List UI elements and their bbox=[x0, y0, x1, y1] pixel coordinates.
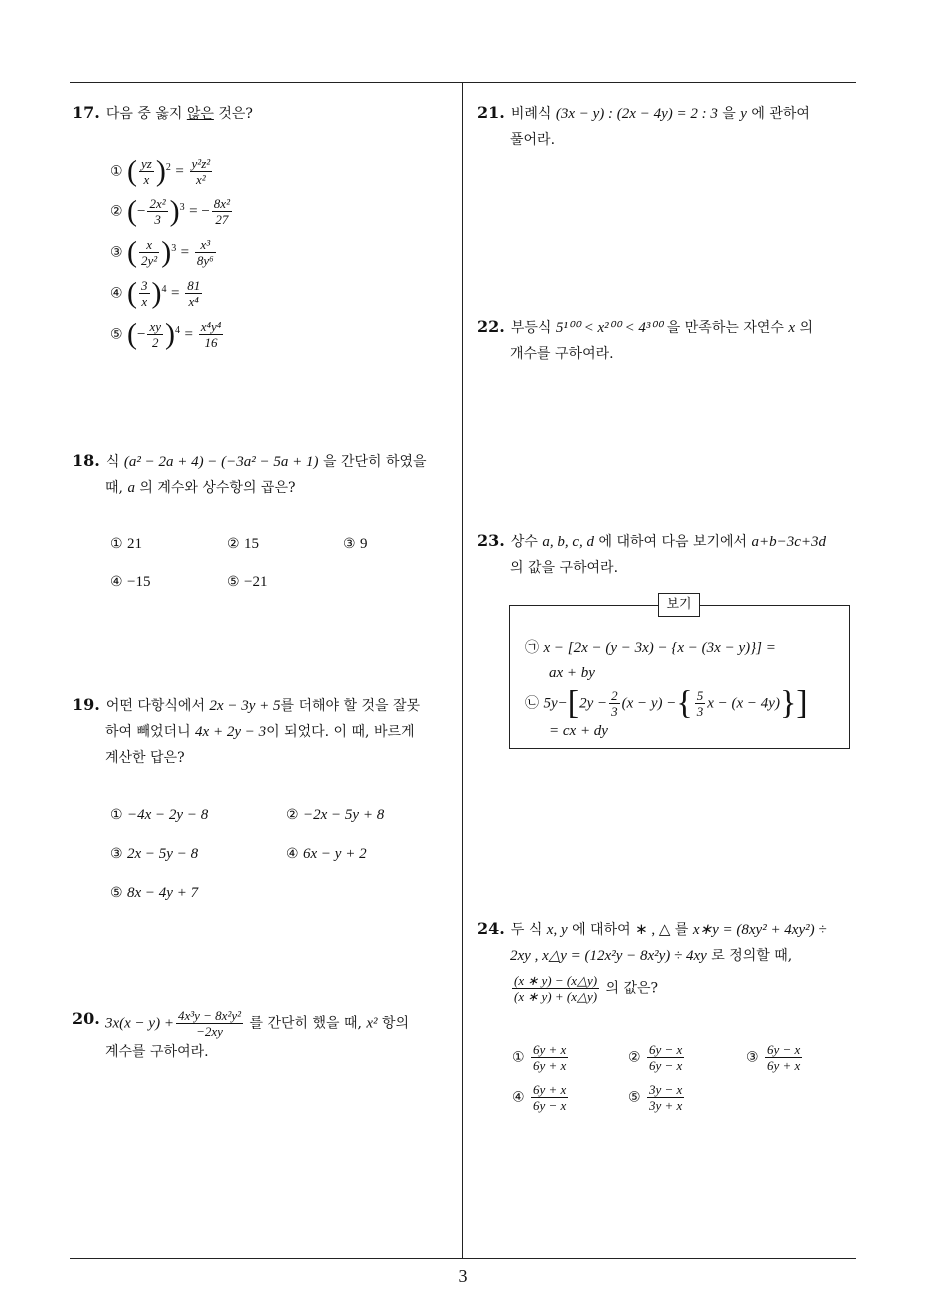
question-19: 19. 어떤 다항식에서 2x − 3y + 5를 더해야 할 것을 잘못 하여 빼었더니 4x + 2y − 3이 되었다. 이 때, 바르게 계산한 답은? bbox=[72, 695, 421, 766]
option-mark: ③ bbox=[110, 244, 123, 261]
q24-option-1[interactable]: ① $\frac{6y + x}{6y + x}$ bbox=[512, 1042, 567, 1073]
equals-sign: = bbox=[180, 244, 193, 261]
question-23: 23. 상수 a, b, c, d 에 대하여 다음 보기에서 a+b−3c+3d 의 값을 구하여라. bbox=[477, 531, 827, 576]
equals-sign: = bbox=[184, 326, 197, 343]
paren-open: ( bbox=[127, 235, 138, 269]
paren-close: ) bbox=[155, 154, 166, 188]
fraction: $\frac{\text{8x²}}{27}$ bbox=[213, 196, 230, 227]
q18-option-2[interactable]: ② 15 bbox=[227, 536, 260, 552]
paren-open: ( bbox=[127, 194, 138, 228]
fraction: $\frac{\text{2x²}}{3}$ bbox=[149, 196, 166, 227]
q17-option-2[interactable]: ② (− $\frac{\text{2x²}}{3}$ )$^3$ = − $\frac{\text{8x²}}{27}$ bbox=[110, 194, 230, 228]
q19-option-5[interactable]: ⑤ 8x − 4y + 7 bbox=[110, 885, 199, 901]
question-number: 21. bbox=[477, 103, 505, 122]
example-box-title: 보기 bbox=[658, 593, 700, 617]
q17-option-3[interactable]: ③ ( $\frac{x}{\text{2y²}}$ )$^3$ = $\frac{\text{x³}}{\text{8y⁶}}$ bbox=[110, 235, 214, 269]
paren-close: ) bbox=[169, 194, 180, 228]
q17-option-4[interactable]: ④ ( $\frac{3}{x}$ )$^4$ = $\frac{81}{\text{x⁴}}$ bbox=[110, 276, 201, 310]
q19-option-3[interactable]: ③ 2x − 5y − 8 bbox=[110, 846, 199, 862]
q18-option-1[interactable]: ① 21 bbox=[110, 536, 143, 552]
q24-option-5[interactable]: ⑤ $\frac{3y - x}{3y + x}$ bbox=[628, 1082, 683, 1113]
fraction: $\frac{6y - x}{6y - x}$ bbox=[649, 1042, 683, 1073]
example-item-2: ㉡ 5y−[2y − $\frac{2}{3}$ (x − y) −{ $\frac{5}{3}$ x − (x − 4y)}] bbox=[525, 684, 808, 722]
question-17 bbox=[72, 100, 452, 127]
q24-option-3[interactable]: ③ $\frac{6y - x}{6y + x}$ bbox=[746, 1042, 801, 1073]
question-24: 24. 두 식 x, y 에 대하여 ∗ , △ 를 x∗y = (8xy² + 4xy²) ÷ 2xy , x△y = (12x²y − 8x²y) ÷ 4xy 로 정의할 때, $\frac{(x ∗ y) - (x\triangle y)}{(x ∗ y) + (x\triangle y)}$ 의 값은? bbox=[477, 919, 827, 1004]
question-20-body: 3x(x − y) + $\frac{\text{4x³y − 8x²y²}}{-2xy}$ 를 간단히 했을 때, x² 항의 계수를 구하여라. bbox=[105, 1008, 410, 1060]
fraction: $\frac{yz}{x}$ bbox=[141, 156, 152, 187]
q24-option-2[interactable]: ② $\frac{6y - x}{6y - x}$ bbox=[628, 1042, 683, 1073]
equals-sign: = bbox=[175, 163, 188, 180]
paren-close: ) bbox=[165, 317, 176, 351]
fraction: $\frac{\text{y²z²}}{\text{x²}}$ bbox=[191, 156, 211, 187]
page-number: 3 bbox=[458, 1266, 468, 1286]
fraction: $\frac{\text{x⁴y⁴}}{16}$ bbox=[200, 319, 222, 350]
fraction: $\frac{\text{4x³y − 8x²y²}}{-2xy}$ bbox=[177, 1008, 242, 1039]
q18-option-3[interactable]: ③ 9 bbox=[343, 536, 368, 552]
paren-open: ( bbox=[127, 276, 138, 310]
question-number: 24. bbox=[477, 919, 505, 938]
question-number: 19. bbox=[72, 695, 100, 714]
column-divider bbox=[462, 83, 463, 1258]
fraction: $\frac{x}{\text{2y²}}$ bbox=[141, 237, 158, 268]
question-number: 23. bbox=[477, 531, 505, 550]
bottom-rule bbox=[70, 1258, 856, 1259]
option-mark: ① bbox=[110, 163, 123, 180]
fraction: $\frac{3}{x}$ bbox=[141, 278, 148, 309]
fraction: $\frac{xy}{2}$ bbox=[149, 319, 162, 350]
q19-option-4[interactable]: ④ 6x − y + 2 bbox=[286, 846, 367, 862]
fraction: $\frac{5}{3}$ bbox=[696, 688, 704, 719]
paren-open: ( bbox=[127, 154, 138, 188]
fraction: $\frac{3y - x}{3y + x}$ bbox=[649, 1082, 683, 1113]
option-mark: ④ bbox=[110, 285, 123, 302]
paren-close: ) bbox=[151, 276, 162, 310]
q18-option-4[interactable]: ④ −15 bbox=[110, 574, 151, 590]
question-text-tail: 것은? bbox=[213, 106, 253, 122]
fraction: $\frac{81}{\text{x⁴}}$ bbox=[187, 278, 201, 309]
question-number: 17. bbox=[72, 103, 100, 122]
underlined-word: 않은 bbox=[186, 106, 214, 122]
paren-close: ) bbox=[161, 235, 172, 269]
q17-option-1[interactable]: ① ( $\frac{yz}{x}$ )$^2$ = $\frac{\text{y²z²}}{\text{x²}}$ bbox=[110, 154, 211, 188]
fraction: $\frac{2}{3}$ bbox=[611, 688, 618, 719]
example-item-1-cont: ax + by bbox=[549, 665, 595, 681]
example-item-2-cont: = cx + dy bbox=[549, 723, 608, 739]
q24-option-4[interactable]: ④ $\frac{6y + x}{6y - x}$ bbox=[512, 1082, 567, 1113]
option-mark: ② bbox=[110, 203, 123, 220]
question-number: 22. bbox=[477, 317, 505, 336]
fraction: $\frac{6y - x}{6y + x}$ bbox=[767, 1042, 801, 1073]
fraction: $\frac{\text{x³}}{\text{8y⁶}}$ bbox=[196, 237, 214, 268]
q18-option-5[interactable]: ⑤ −21 bbox=[227, 574, 268, 590]
math-expression: (a² − 2a + 4) − (−3a² − 5a + 1) bbox=[123, 454, 319, 470]
q19-option-2[interactable]: ② −2x − 5y + 8 bbox=[286, 807, 385, 823]
question-22: 22. 부등식 5¹⁰⁰ < x²⁰⁰ < 4³⁰⁰ 을 만족하는 자연수 x 의 개수를 구하여라. bbox=[477, 317, 814, 362]
question-18: 18. 식 (a² − 2a + 4) − (−3a² − 5a + 1) 을 간단히 하였을 때, a 의 계수와 상수항의 곱은? bbox=[72, 451, 427, 496]
question-number: 20. bbox=[72, 1009, 100, 1028]
option-mark: ⑤ bbox=[110, 326, 123, 343]
paren-open: ( bbox=[127, 317, 138, 351]
q19-option-1[interactable]: ① −4x − 2y − 8 bbox=[110, 807, 209, 823]
example-item-1: ㉠ x − [2x − (y − 3x) − {x − (3x − y)}] = bbox=[525, 640, 776, 656]
equals-sign: = bbox=[189, 203, 202, 220]
question-number: 18. bbox=[72, 451, 100, 470]
question-21: 21. 비례식 (3x − y) : (2x − 4y) = 2 : 3 을 y 에 관하여 풀어라. bbox=[477, 103, 810, 148]
q17-option-5[interactable]: ⑤ (− $\frac{xy}{2}$ )$^4$ = $\frac{\text{x⁴y⁴}}{16}$ bbox=[110, 317, 222, 351]
fraction: $\frac{(x ∗ y) - (x\triangle y)}{(x ∗ y) + (x\triangle y)}$ bbox=[514, 973, 598, 1004]
equals-sign: = bbox=[170, 285, 184, 302]
fraction: $\frac{6y + x}{6y + x}$ bbox=[533, 1042, 567, 1073]
top-rule bbox=[70, 82, 856, 83]
question-text: 다음 중 옳지 bbox=[105, 106, 187, 122]
fraction: $\frac{6y + x}{6y - x}$ bbox=[533, 1082, 567, 1113]
